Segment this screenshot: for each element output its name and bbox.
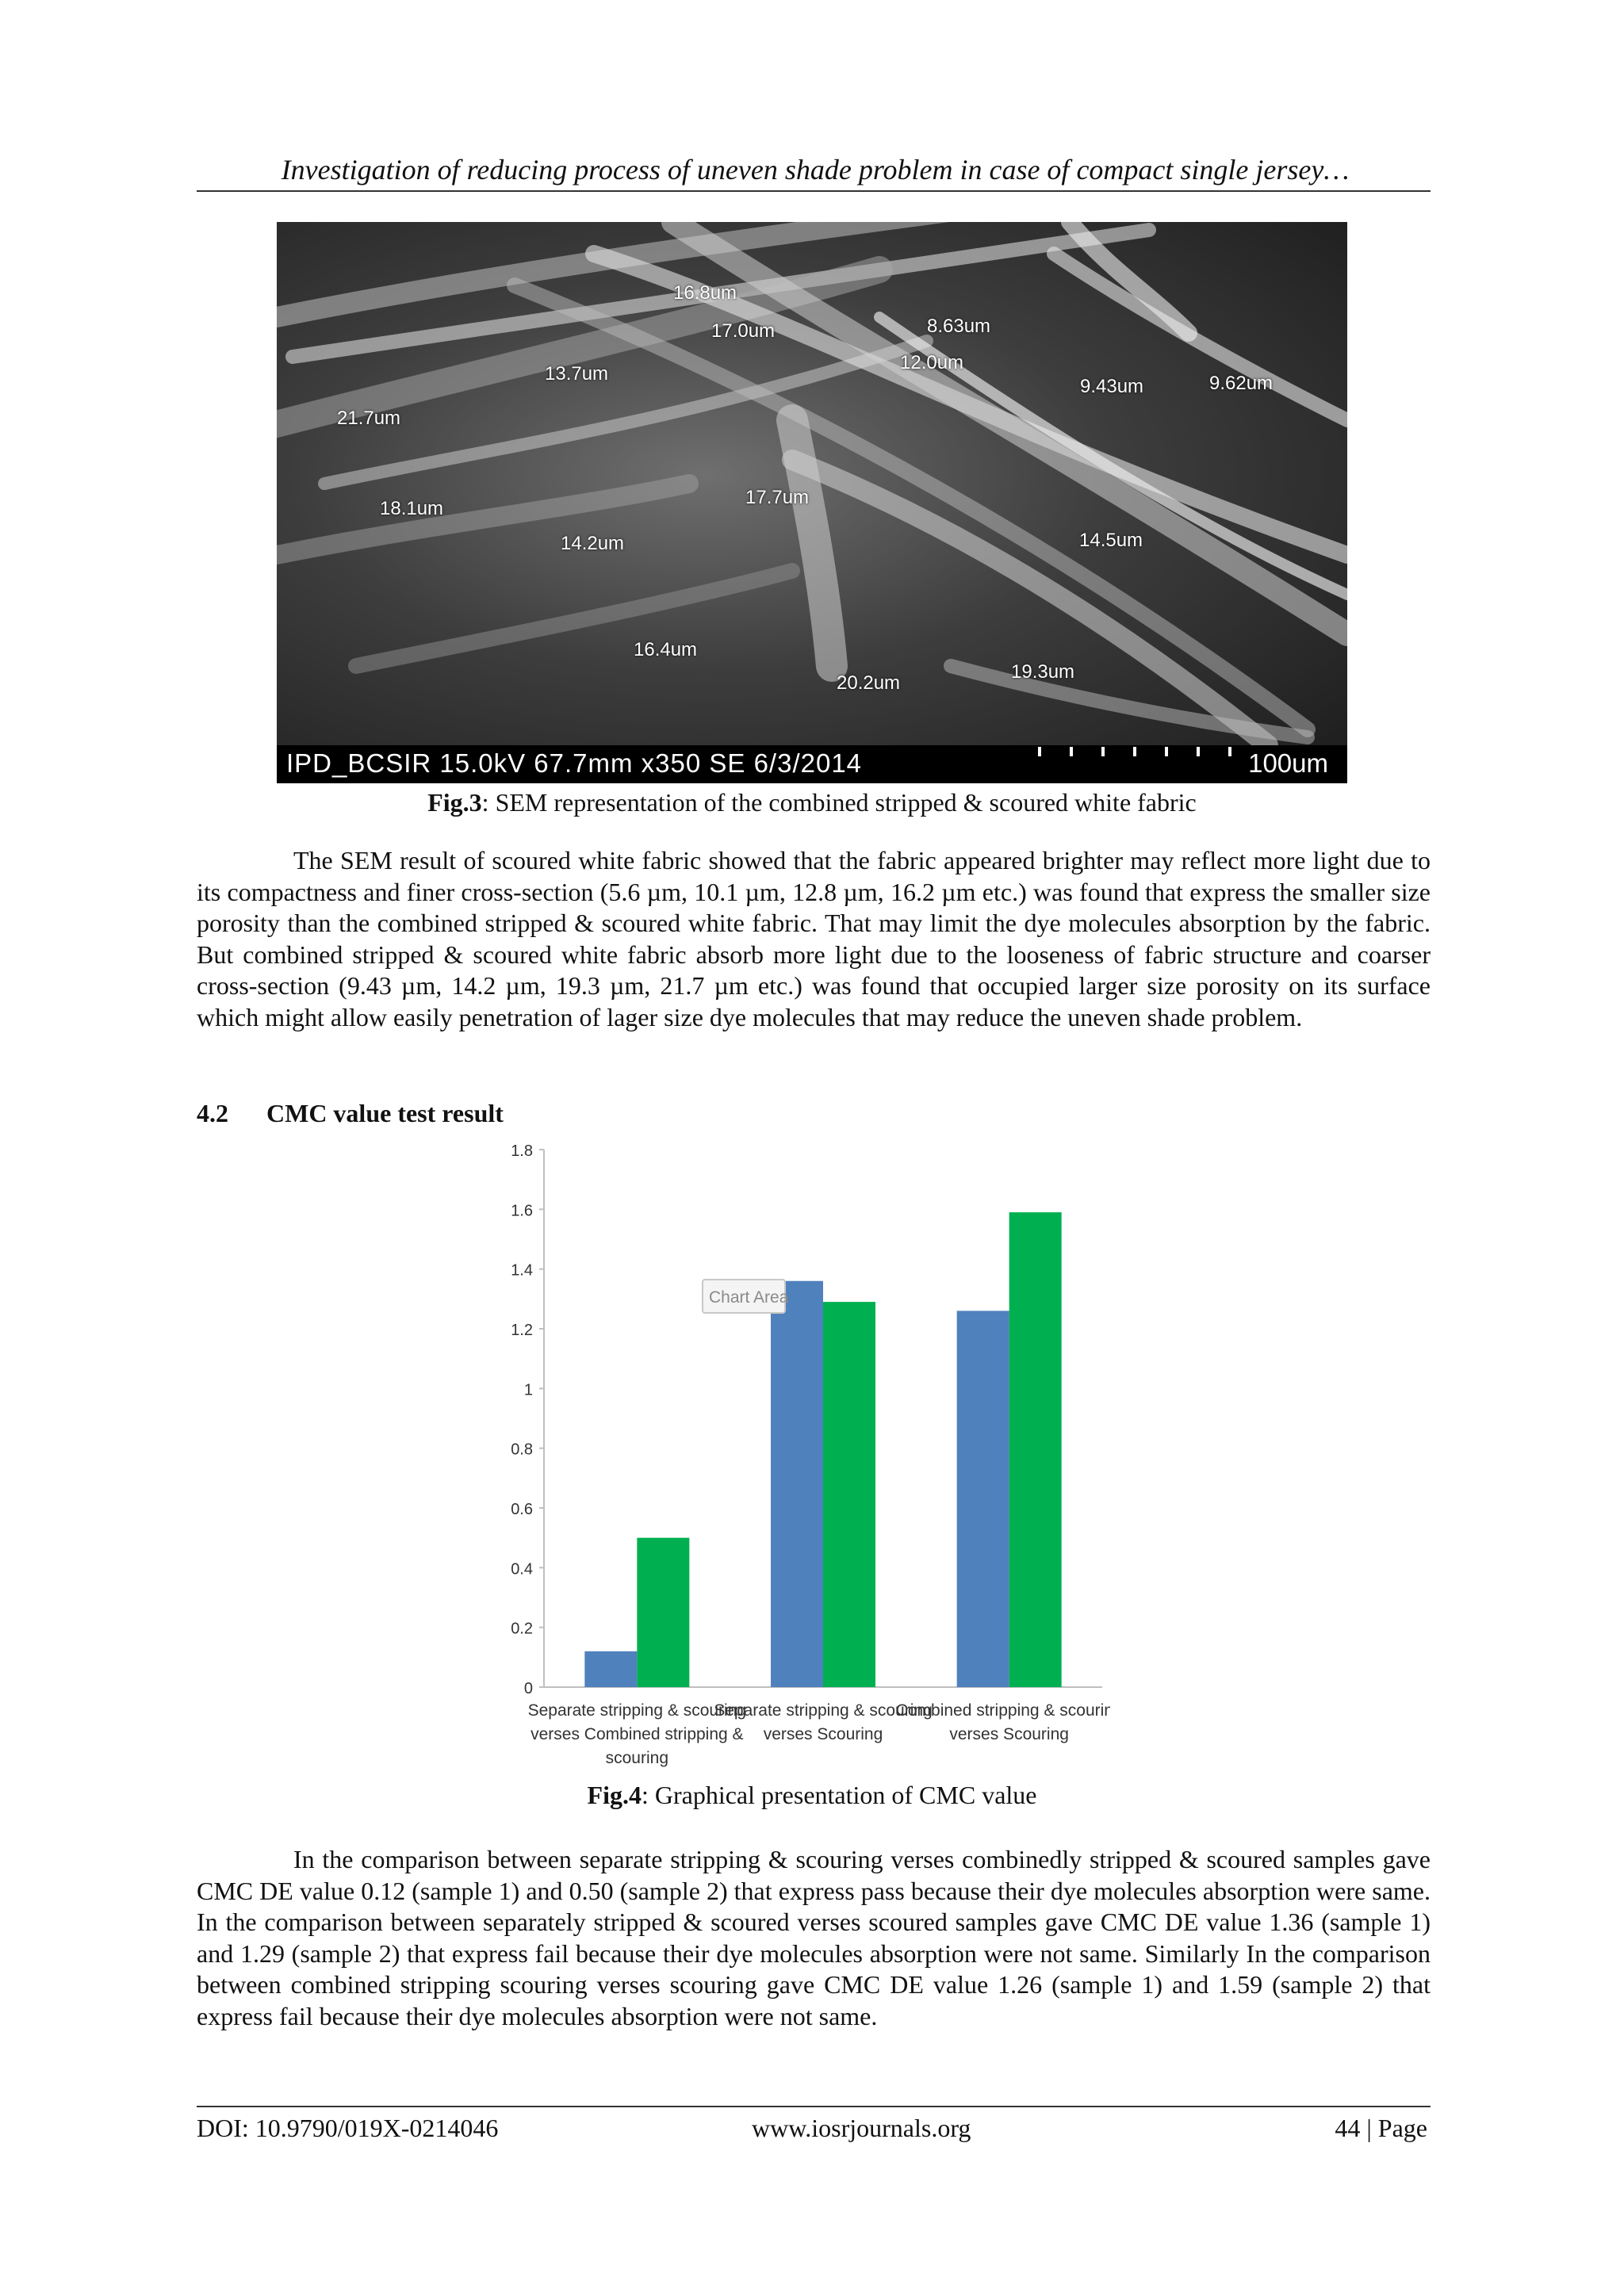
sem-info-bar <box>277 745 1347 783</box>
x-category-label: scouring <box>605 1749 669 1767</box>
fig3-caption-text: : SEM representation of the combined stripped & scoured white fabric <box>481 788 1197 817</box>
fig4-caption <box>0 1779 1624 1811</box>
paragraph-text: The SEM result of scoured white fabric showed that the fabric appeared brighter may reflect more light due to its compactness and finer cross-section (5.6 µm, 10.1 µm, 12.8 µm, 16.2 µm etc.) was found that express the smaller size porosity than the combined stripped & scoured white fabric. That may limit the dye molecules absorption by the fabric. But combined stripped & scoured white fabric absorb more light due to the looseness of fabric structure and coarser cross-section (9.43 µm, 14.2 µm, 19.3 µm, 21.7 µm etc.) was found that occupied larger size porosity on its surface which might allow easily penetration of lager size dye molecules that may reduce the uneven shade problem. <box>197 846 1431 1031</box>
x-category-label: verses Scouring <box>949 1725 1069 1743</box>
y-tick-label: 1.2 <box>511 1322 533 1339</box>
y-tick-label: 0.8 <box>511 1441 533 1459</box>
sem-measurement-label: 19.3um <box>1011 661 1075 683</box>
bar-1-3 <box>957 1311 1009 1687</box>
x-category-label: Separate stripping & scouring <box>527 1701 747 1720</box>
y-tick-label: 1 <box>523 1381 533 1399</box>
fig3-caption <box>0 786 1624 818</box>
x-category-label: verses Combined stripping & <box>530 1725 744 1743</box>
sem-measurement-label: 16.4um <box>634 639 698 660</box>
bar-1-1 <box>584 1651 637 1687</box>
footer-page-number: 44 | Page <box>1335 2114 1427 2142</box>
sem-measurement-label: 12.0um <box>900 352 964 373</box>
bar-2-1 <box>637 1538 689 1687</box>
sem-measurement-label: 14.5um <box>1079 530 1143 551</box>
y-tick-label: 0 <box>523 1680 533 1697</box>
y-tick-label: 0.6 <box>511 1501 533 1518</box>
sem-measurement-label: 17.7um <box>745 487 810 508</box>
y-tick-label: 0.4 <box>511 1560 533 1578</box>
running-header: Investigation of reducing process of uneven shade problem in case of compact single jersey… <box>281 154 1350 186</box>
section-heading <box>197 1097 504 1129</box>
section-title: CMC value test result <box>266 1099 504 1127</box>
fig4-label: Fig.4 <box>587 1781 642 1809</box>
paragraph-text: In the comparison between separate stripping & scouring verses combinedly stripped & scoured samples gave CMC DE value 0.12 (sample 1) and 0.50 (sample 2) that express pass because their dye molecules absorption were same. In the comparison between separately stripped & scoured verses scoured samples gave CMC DE value 1.36 (sample 1) and 1.29 (sample 2) that express fail because their dye molecules absorption were not same. Similarly In the comparison between combined stripping scouring verses scouring gave CMC DE value 1.26 (sample 1) and 1.59 (sample 2) that express fail because their dye molecules absorption were not same. <box>197 1845 1431 2030</box>
sem-measurement-label: 8.63um <box>927 316 991 337</box>
sem-measurement-label: 21.7um <box>337 408 401 429</box>
sem-scale-ticks <box>1038 747 1236 755</box>
sem-measurement-label: 13.7um <box>545 363 609 385</box>
bar-2-3 <box>1009 1212 1062 1687</box>
footer-website: www.iosrjournals.org <box>752 2114 971 2142</box>
y-tick-label: 1.6 <box>511 1202 533 1220</box>
sem-fiber-texture <box>277 222 1347 745</box>
cmc-bar-chart <box>476 1138 1110 1773</box>
footer-doi: DOI: 10.9790/019X-0214046 <box>197 2114 499 2142</box>
sem-info-text: IPD_BCSIR 15.0kV 67.7mm x350 SE 6/3/2014 <box>286 748 863 778</box>
bar-2-2 <box>823 1302 875 1687</box>
cmc-chart-svg <box>476 1138 1110 1773</box>
paragraph-cmc-discussion <box>197 1844 1431 2032</box>
sem-scale-label: 100um <box>1248 748 1328 778</box>
footer-divider <box>197 2106 1431 2107</box>
sem-measurement-label: 9.43um <box>1080 376 1144 397</box>
sem-measurement-label: 18.1um <box>380 498 444 519</box>
y-tick-label: 1.4 <box>511 1261 533 1280</box>
x-category-label: Separate stripping & scouring <box>714 1701 933 1720</box>
sem-measurement-label: 17.0um <box>711 320 776 342</box>
y-tick-label: 0.2 <box>511 1620 533 1638</box>
fig3-label: Fig.3 <box>427 788 482 817</box>
fig4-caption-text: : Graphical presentation of CMC value <box>641 1781 1037 1809</box>
sem-measurement-label: 9.62um <box>1209 373 1274 394</box>
sem-measurement-label: 20.2um <box>837 672 901 694</box>
bar-1-2 <box>771 1281 823 1687</box>
paragraph-sem-discussion <box>197 845 1431 1033</box>
chart-area-tooltip: Chart Area <box>709 1288 789 1307</box>
sem-micrograph <box>277 222 1347 783</box>
x-category-label: verses Scouring <box>763 1725 883 1743</box>
sem-measurement-label: 16.8um <box>673 282 737 304</box>
x-category-label: Combined stripping & scouring <box>895 1701 1110 1720</box>
y-tick-label: 1.8 <box>511 1142 533 1160</box>
section-number: 4.2 <box>197 1099 228 1127</box>
sem-measurement-label: 14.2um <box>561 533 625 554</box>
header-divider <box>197 190 1431 192</box>
